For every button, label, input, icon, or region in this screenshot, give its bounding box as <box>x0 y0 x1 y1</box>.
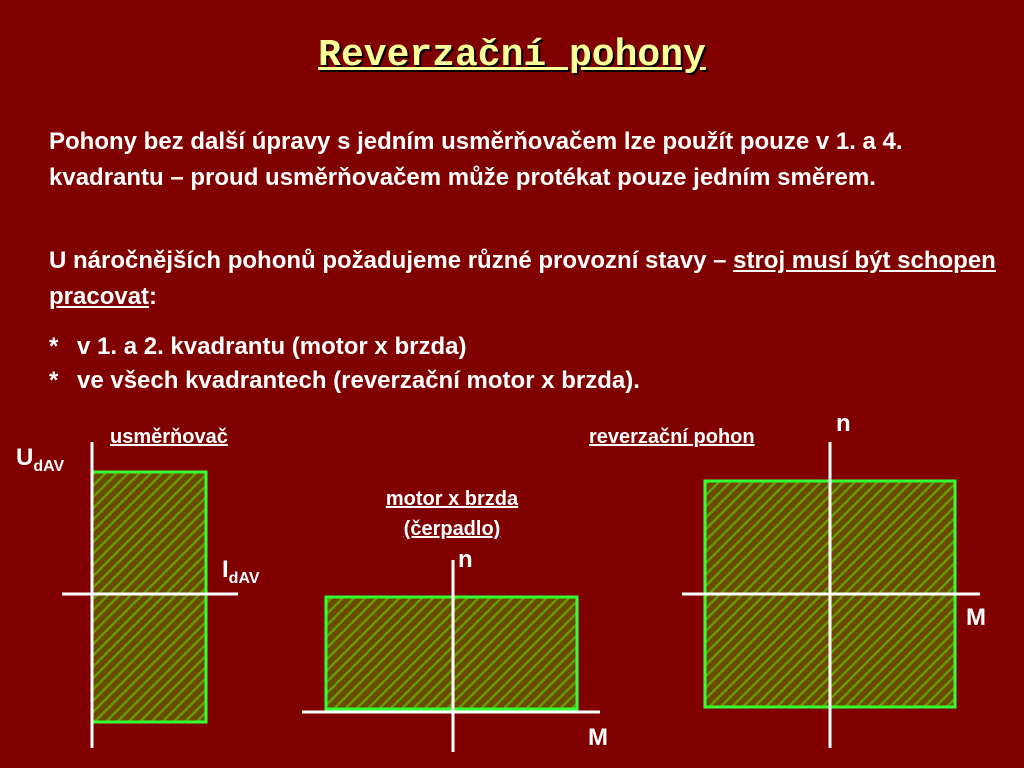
paragraph-2-suffix: : <box>149 283 158 310</box>
bullet-text: v 1. a 2. kvadrantu (motor x brzda) <box>77 333 467 360</box>
bullet-marker: * <box>49 333 59 360</box>
paragraph-2-text: U náročnějších pohonů požadujeme různé provozní stavy – <box>49 247 734 274</box>
y-axis-label-sub: dAV <box>33 458 65 475</box>
operating-region <box>92 472 206 722</box>
bullet-marker: * <box>49 367 59 394</box>
caption-reversible: reverzační pohon <box>589 426 755 448</box>
x-axis-label-sub: dAV <box>228 570 260 587</box>
x-axis-label <box>222 556 259 588</box>
caption-line-2: (čerpadlo) <box>403 518 501 540</box>
diagram-rectifier <box>62 442 238 748</box>
x-axis-label: M <box>966 604 986 631</box>
paragraph-2-underlined: stroj musí být schopen pracovat <box>49 247 996 310</box>
x-axis-label-main: I <box>222 556 229 583</box>
caption-motor-brake <box>352 484 552 544</box>
y-axis-label <box>16 444 64 476</box>
y-axis-label-main: U <box>16 444 34 471</box>
caption-line-1: motor x brzda <box>385 488 519 510</box>
diagram-reversible <box>682 442 980 748</box>
y-axis-label: n <box>458 546 473 573</box>
caption-rectifier: usměrňovač <box>110 426 228 448</box>
diagram-motor-brake <box>302 560 600 752</box>
x-axis-label: M <box>588 724 608 751</box>
y-axis-label: n <box>836 410 851 437</box>
page-title: Reverzační pohony <box>318 34 706 77</box>
bullet-text: ve všech kvadrantech (reverzační motor x brzda). <box>77 367 640 394</box>
paragraph-1: Pohony bez další úpravy s jedním usměrňovačem lze použít pouze v 1. a 4. kvadrantu – proud usměrňovačem může protékat pouze jedním směrem. <box>49 128 903 191</box>
